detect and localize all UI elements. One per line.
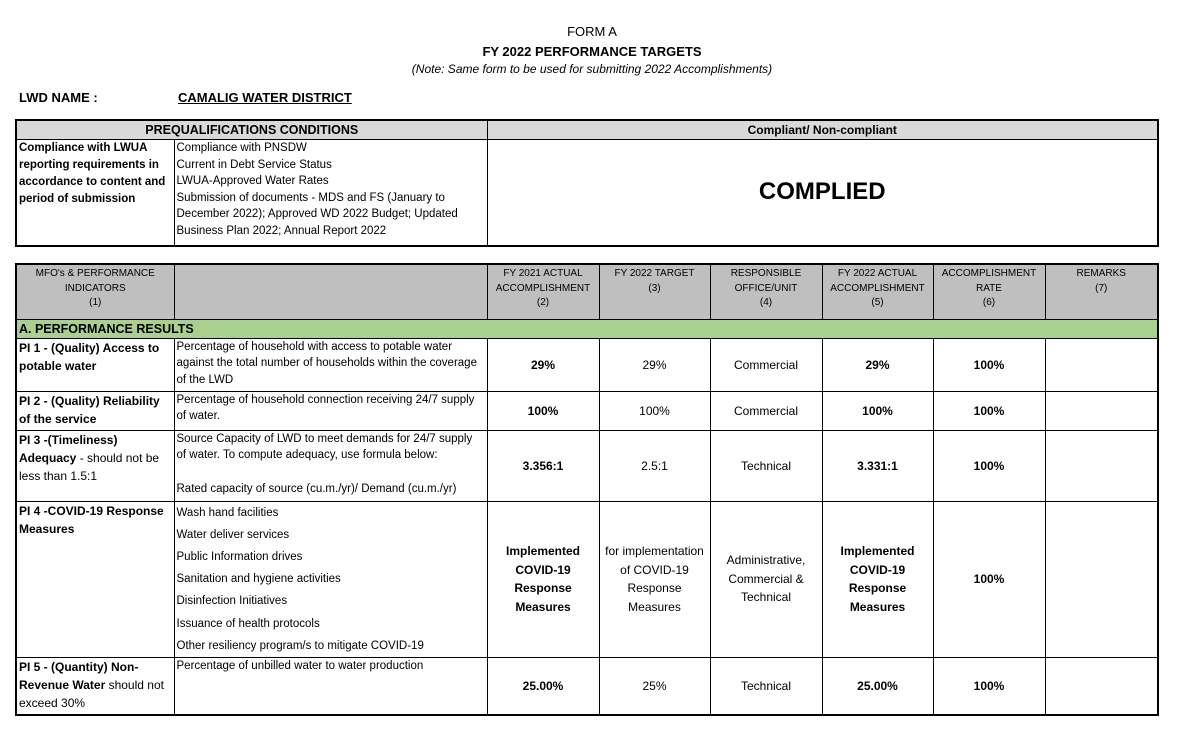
indicator-description: Percentage of household connection receiving 24/7 supply of water. <box>174 391 487 430</box>
lwd-name-value: CAMALIG WATER DISTRICT <box>178 90 352 105</box>
remarks-cell <box>1045 430 1158 501</box>
prequalification-table <box>15 119 1159 247</box>
responsible-office-cell: Technical <box>710 430 822 501</box>
fy2021-actual-cell: 29% <box>487 338 599 391</box>
table-row <box>16 657 1158 715</box>
table-row <box>16 501 1158 657</box>
list-item: Water deliver services <box>176 528 290 541</box>
fy2022-actual-cell: 25.00% <box>822 657 933 715</box>
page-title: FY 2022 PERFORMANCE TARGETS <box>482 44 702 59</box>
header-fy2021-actual: FY 2021 ACTUAL ACCOMPLISHMENT (2) <box>487 264 599 319</box>
indicator-name: PI 5 - (Quantity) Non-Revenue Water should not exceed 30% <box>16 657 174 715</box>
performance-table <box>15 263 1159 716</box>
fy2022-actual-cell: 29% <box>822 338 933 391</box>
fy2022-actual-cell: Implemented COVID-19 Response Measures <box>822 501 933 657</box>
indicator-description <box>174 501 487 657</box>
prequal-item: Submission of documents - MDS and FS (January to December 2022); Approved WD 2022 Budget; Updated Business Plan 2022; Annual Report 2022 <box>176 191 458 237</box>
indicator-description <box>174 430 487 501</box>
fy2021-actual-cell: 25.00% <box>487 657 599 715</box>
indicator-name: PI 2 - (Quality) Reliability of the service <box>16 391 174 430</box>
fy2021-actual-cell: 3.356:1 <box>487 430 599 501</box>
list-item: Sanitation and hygiene activities <box>176 573 341 586</box>
remarks-cell <box>1045 657 1158 715</box>
responsible-office-cell: Commercial <box>710 391 822 430</box>
accomplishment-rate-cell: 100% <box>933 338 1045 391</box>
list-item: Public Information drives <box>176 550 303 563</box>
prequal-condition: Compliance with LWUA reporting requirements in accordance to content and period of submission <box>16 140 174 246</box>
header-responsible-office: RESPONSIBLE OFFICE/UNIT (4) <box>710 264 822 319</box>
prequal-item: Current in Debt Service Status <box>176 158 332 171</box>
indicator-description: Percentage of household with access to potable water against the total number of households within the coverage of the LWD <box>174 338 487 391</box>
fy2021-actual-cell: 100% <box>487 391 599 430</box>
table-header-row <box>16 264 1158 319</box>
header-accomplishment-rate: ACCOMPLISHMENT RATE (6) <box>933 264 1045 319</box>
remarks-cell <box>1045 501 1158 657</box>
indicator-description-text: Source Capacity of LWD to meet demands for 24/7 supply of water. To compute adequacy, use formula below: <box>176 432 473 461</box>
fy2021-actual-cell: Implemented COVID-19 Response Measures <box>487 501 599 657</box>
fy2022-target-cell: 29% <box>599 338 710 391</box>
remarks-cell <box>1045 391 1158 430</box>
form-label: FORM A <box>567 24 617 39</box>
prequal-item: Compliance with PNSDW <box>176 142 307 154</box>
prequal-heading: PREQUALIFICATIONS CONDITIONS <box>16 120 487 140</box>
section-row <box>16 319 1158 338</box>
fy2022-target-cell: 2.5:1 <box>599 430 710 501</box>
table-row <box>16 430 1158 501</box>
table-row <box>16 338 1158 391</box>
responsible-office-cell: Technical <box>710 657 822 715</box>
fy2022-target-cell: 100% <box>599 391 710 430</box>
accomplishment-rate-cell: 100% <box>933 657 1045 715</box>
header-description <box>174 264 487 319</box>
compliance-heading: Compliant/ Non-compliant <box>487 120 1158 140</box>
form-note: (Note: Same form to be used for submitting 2022 Accomplishments) <box>411 62 773 76</box>
adequacy-formula: Rated capacity of source (cu.m./yr)/ Demand (cu.m./yr) <box>176 482 457 495</box>
indicator-name: PI 1 - (Quality) Access to potable water <box>16 338 174 391</box>
prequal-requirements <box>174 140 487 246</box>
list-item: Disinfection Initiatives <box>176 595 288 608</box>
list-item: Wash hand facilities <box>176 506 279 519</box>
section-title: A. PERFORMANCE RESULTS <box>16 319 1158 338</box>
responsible-office-cell: Commercial <box>710 338 822 391</box>
header-fy2022-actual: FY 2022 ACTUAL ACCOMPLISHMENT (5) <box>822 264 933 319</box>
table-row <box>16 391 1158 430</box>
header-remarks: REMARKS (7) <box>1045 264 1158 319</box>
compliance-status: COMPLIED <box>487 140 1158 246</box>
accomplishment-rate-cell: 100% <box>933 430 1045 501</box>
header-fy2022-target: FY 2022 TARGET (3) <box>599 264 710 319</box>
list-item: Other resiliency program/s to mitigate COVID-19 <box>176 639 424 652</box>
indicator-name: PI 4 -COVID-19 Response Measures <box>16 501 174 657</box>
header-mfo-indicators: MFO's & PERFORMANCE INDICATORS (1) <box>16 264 174 319</box>
responsible-office-cell: Administrative, Commercial & Technical <box>710 501 822 657</box>
list-item: Issuance of health protocols <box>176 617 320 630</box>
fy2022-actual-cell: 100% <box>822 391 933 430</box>
remarks-cell <box>1045 338 1158 391</box>
indicator-name: PI 3 -(Timeliness) Adequacy - should not be less than 1.5:1 <box>16 430 174 501</box>
lwd-name-label: LWD NAME : <box>19 90 98 105</box>
fy2022-target-cell: 25% <box>599 657 710 715</box>
accomplishment-rate-cell: 100% <box>933 501 1045 657</box>
accomplishment-rate-cell: 100% <box>933 391 1045 430</box>
fy2022-target-cell: for implementation of COVID-19 Response Measures <box>599 501 710 657</box>
fy2022-actual-cell: 3.331:1 <box>822 430 933 501</box>
indicator-description: Percentage of unbilled water to water production <box>174 657 487 715</box>
prequal-item: LWUA-Approved Water Rates <box>176 175 329 188</box>
